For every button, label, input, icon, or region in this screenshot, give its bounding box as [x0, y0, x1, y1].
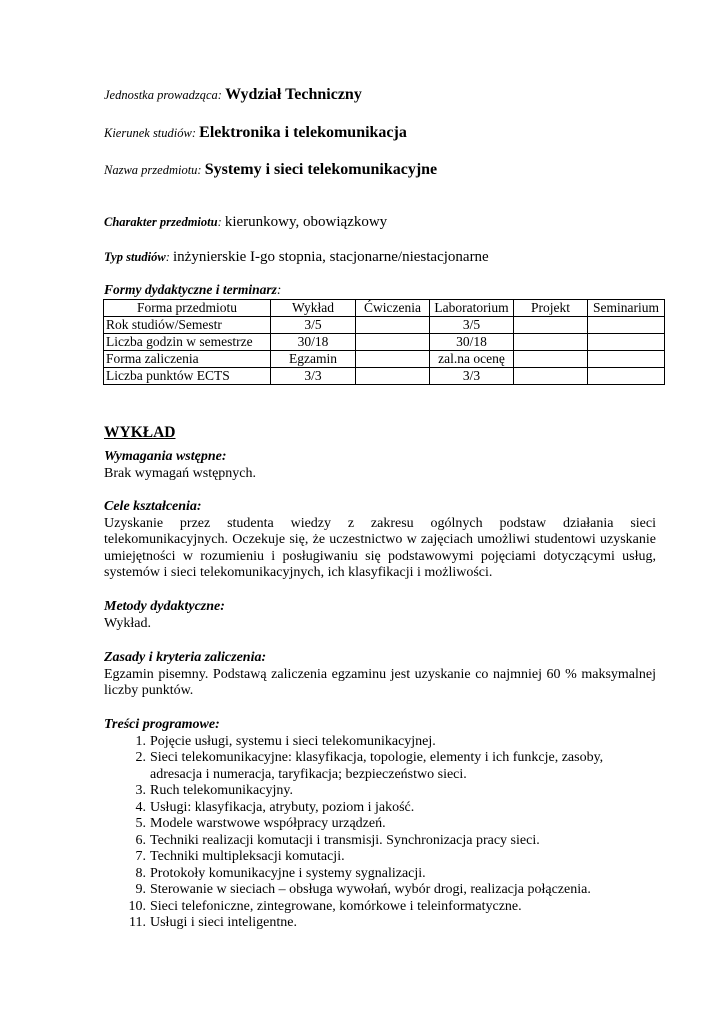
table-header-cell: Ćwiczenia	[356, 300, 430, 317]
field-line: Kierunek studiów: Elektronika i telekomunikacja	[104, 124, 407, 141]
table-header-cell: Seminarium	[588, 300, 665, 317]
goals-block	[104, 499, 656, 582]
methods-block	[104, 599, 656, 632]
table-cell	[514, 351, 588, 368]
table-header-cell: Laboratorium	[430, 300, 514, 317]
goals-heading: Cele kształcenia:	[104, 499, 202, 514]
table-cell	[514, 368, 588, 385]
list-item: Protokoły komunikacyjne i systemy sygnalizacji.	[150, 865, 426, 881]
table-cell	[588, 368, 665, 385]
table-header-cell: Wykład	[271, 300, 356, 317]
type-value: inżynierskie I-go stopnia, stacjonarne/niestacjonarne	[173, 249, 489, 265]
table-cell: 3/3	[271, 368, 356, 385]
table-cell: zal.na ocenę	[430, 351, 514, 368]
table-cell	[356, 334, 430, 351]
table-cell: Forma zaliczenia	[104, 351, 271, 368]
prerequisites-text: Brak wymagań wstępnych.	[104, 465, 257, 481]
course-label: Nazwa przedmiotu	[104, 163, 198, 177]
character-value: kierunkowy, obowiązkowy	[224, 214, 388, 230]
goals-text: Uzyskanie przez studenta wiedzy z zakresu ogólnych podstaw działania sieci telekomunikacyjnych. Oczekuje się, że uczestnictwo w zajęciach umożliwi studentowi uzyskanie umiejętności w rozumieniu i posługiwaniu się podstawowymi pojęciami dotyczącymi usług, systemów i sieci telekomunikacyjnych, ich klasyfikacji i możliwości.	[104, 515, 656, 580]
methods-text: Wykład.	[104, 615, 151, 631]
course-value: Systemy i sieci telekomunikacyjne	[204, 161, 438, 178]
methods-heading: Metody dydaktyczne:	[104, 599, 225, 614]
table-cell: 30/18	[430, 334, 514, 351]
table-header-cell: Forma przedmiotu	[104, 300, 271, 317]
table-cell: 3/5	[430, 317, 514, 334]
table-cell: Liczba godzin w semestrze	[104, 334, 271, 351]
list-item: Usługi i sieci inteligentne.	[150, 915, 297, 930]
character-label: Charakter przedmiotu	[104, 215, 218, 229]
table-header-row	[104, 300, 665, 317]
content-block	[104, 717, 656, 932]
course-line: Nazwa przedmiotu: Systemy i sieci telekomunikacyjne	[104, 161, 438, 178]
character-line: Charakter przedmiotu: kierunkowy, obowiązkowy	[104, 214, 388, 230]
list-item: Pojęcie usługi, systemu i sieci telekomunikacyjnej.	[150, 733, 436, 749]
type-label: Typ studiów	[104, 250, 166, 264]
table-title: Formy dydaktyczne i terminarz:	[104, 282, 282, 297]
list-item: Sieci telefoniczne, zintegrowane, komórkowe i teleinformatyczne.	[150, 898, 522, 914]
list-item: Techniki multipleksacji komutacji.	[150, 849, 345, 864]
table-cell	[514, 334, 588, 351]
list-item: Techniki realizacji komutacji i transmisji. Synchronizacja pracy sieci.	[150, 832, 540, 848]
rules-text: Egzamin pisemny. Podstawą zaliczenia egzaminu jest uzyskanie co najmniej 60 % maksymalnej liczby punktów.	[104, 666, 656, 698]
unit-label: Jednostka prowadząca	[104, 88, 218, 102]
table-cell: Liczba punktów ECTS	[104, 368, 271, 385]
prerequisites-heading: Wymagania wstępne:	[104, 449, 227, 464]
list-item: Usługi: klasyfikacja, atrybuty, poziom i jakość.	[150, 799, 415, 815]
table-header-cell: Projekt	[514, 300, 588, 317]
table-row	[104, 334, 665, 351]
table-cell	[514, 317, 588, 334]
field-label: Kierunek studiów	[104, 126, 192, 140]
list-item: Ruch telekomunikacyjny.	[150, 783, 293, 798]
list-item: Modele warstwowe współpracy urządzeń.	[150, 816, 386, 831]
prerequisites-block	[104, 449, 656, 482]
unit-line: Jednostka prowadząca: Wydział Techniczny	[104, 86, 362, 103]
table-cell: Rok studiów/Semestr	[104, 317, 271, 334]
table-cell	[356, 368, 430, 385]
table-cell: 3/5	[271, 317, 356, 334]
lecture-section-title: WYKŁAD	[104, 424, 176, 441]
rules-block	[104, 650, 656, 700]
teaching-forms-table	[103, 299, 665, 385]
type-line: Typ studiów: inżynierskie I-go stopnia, stacjonarne/niestacjonarne	[104, 249, 489, 265]
rules-heading: Zasady i kryteria zaliczenia:	[104, 650, 267, 665]
unit-value: Wydział Techniczny	[225, 86, 362, 103]
table-cell	[588, 334, 665, 351]
content-heading: Treści programowe:	[104, 717, 220, 732]
table-cell	[356, 317, 430, 334]
table-cell	[356, 351, 430, 368]
table-cell	[588, 317, 665, 334]
table-row	[104, 317, 665, 334]
table-cell: Egzamin	[271, 351, 356, 368]
table-cell	[588, 351, 665, 368]
content-list	[104, 734, 656, 932]
field-value: Elektronika i telekomunikacja	[199, 124, 407, 141]
list-item: Sieci telekomunikacyjne: klasyfikacja, topologie, elementy i ich funkcje, zasoby, adresacja i numeracja, taryfikacja; bezpieczeństwo sieci.	[150, 750, 604, 782]
table-cell: 30/18	[271, 334, 356, 351]
list-item: Sterowanie w sieciach – obsługa wywołań, wybór drogi, realizacja połączenia.	[150, 882, 591, 897]
table-row	[104, 368, 665, 385]
table-row	[104, 351, 665, 368]
table-cell: 3/3	[430, 368, 514, 385]
